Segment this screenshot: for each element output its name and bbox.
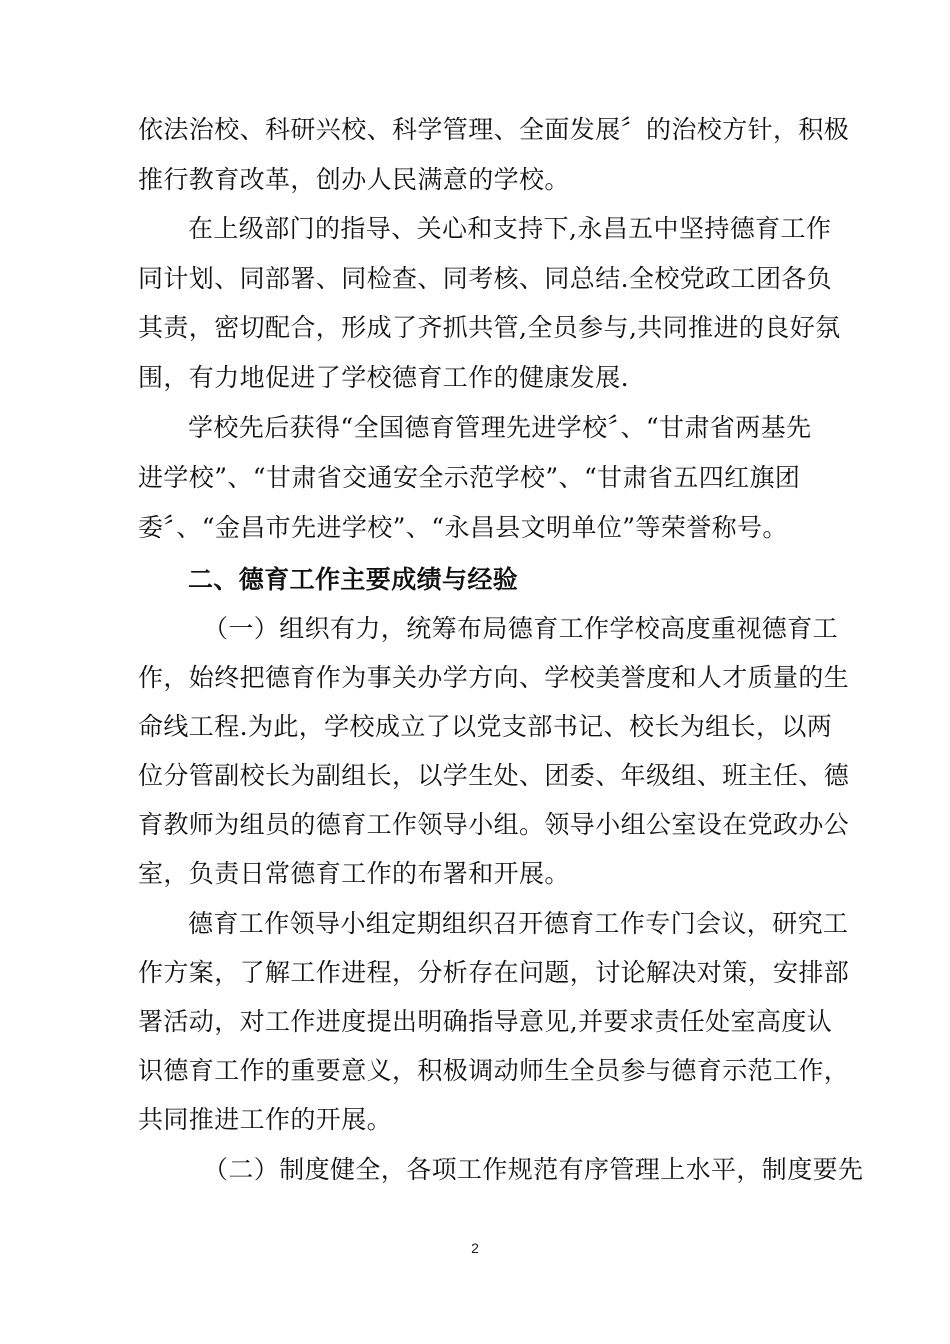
section-heading: 二、德育工作主要成绩与经验 [188,565,519,594]
paragraph-line: 在上级部门的指导、关心和支持下,永昌五中坚持德育工作 [188,214,832,243]
paragraph-line: 依法治校、科研兴校、科学管理、全面发展〞的治校方针，积极 [138,115,850,144]
paragraph-line: 作方案，了解工作进程，分析存在问题，讨论解决对策，安排部 [138,958,850,987]
paragraph-line: 共同推进工作的开展。 [138,1105,393,1134]
paragraph-line: 推行教育改革，创办人民满意的学校。 [138,165,570,194]
page-number: 2 [471,1240,479,1256]
paragraph-line: 位分管副校长为副组长，以学生处、团委、年级组、班主任、德 [138,761,850,790]
paragraph-line: 德育工作领导小组定期组织召开德育工作专门会议，研究工 [188,909,849,938]
paragraph-line: 识德育工作的重要意义，积极调动师生全员参与德育示范工作， [138,1056,850,1085]
paragraph-line: （一）组织有力，统筹布局德育工作学校高度重视德育工 [203,614,839,643]
paragraph-line: 围，有力地促进了学校德育工作的健康发展. [138,363,629,392]
paragraph-line: 命线工程.为此，学校成立了以党支部书记、校长为组长，以两 [138,712,833,741]
paragraph-line: 育教师为组员的德育工作领导小组。领导小组公室设在党政办公 [138,810,850,839]
paragraph-line: 学校先后获得“全国德育管理先进学校〞、“甘肃省两基先 [188,413,812,442]
paragraph-line: 同计划、同部署、同检查、同考核、同总结.全校党政工团各负 [138,264,833,293]
paragraph-line: 室，负责日常德育工作的布署和开展。 [138,859,570,888]
paragraph-line: 作，始终把德育作为事关办学方向、学校美誉度和人才质量的生 [138,663,850,692]
paragraph-line: 署活动，对工作进度提出明确指导意见,并要求责任处室高度认 [138,1007,833,1036]
paragraph-line: （二）制度健全，各项工作规范有序管理上水平，制度要先 [203,1155,864,1184]
paragraph-line: 其责，密切配合，形成了齐抓共管,全员参与,共同推进的良好氛 [138,313,841,342]
paragraph-line: 进学校”、“甘肃省交通安全示范学校”、“甘肃省五四红旗团 [138,463,801,492]
paragraph-line: 委〞、“金昌市先进学校”、“永昌县文明单位”等荣誉称号。 [138,513,788,542]
